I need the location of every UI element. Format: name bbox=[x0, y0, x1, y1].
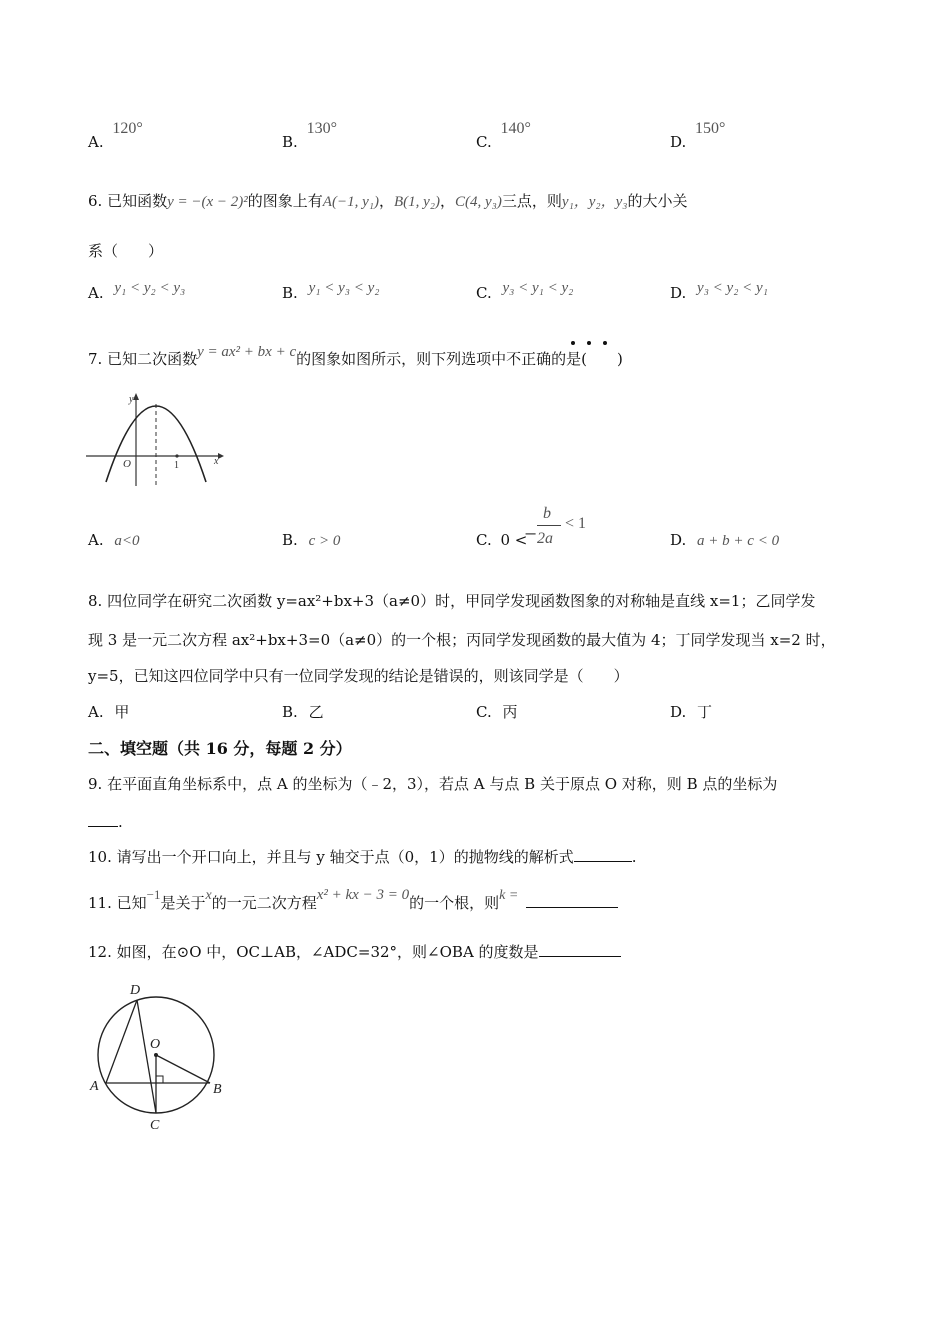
q6-option-d-value: y₃ < y₂ < y₁ bbox=[697, 280, 768, 296]
q6-option-d-letter: D. bbox=[670, 284, 687, 302]
q7-option-d bbox=[670, 531, 779, 550]
q11-text-1: 已知 bbox=[116, 894, 147, 912]
q6-option-a-value: y₁ < y₂ < y₃ bbox=[114, 280, 186, 296]
q11-text-4: 的一个根，则 bbox=[409, 894, 500, 912]
q8-stem-line2: 现 3 是一元二次方程 ax²+bx+3=0（a≠0）的一个根；丙同学发现函数的最大值为 4；丁同学发现当 x=2 时， bbox=[88, 631, 836, 649]
segment-ad bbox=[106, 1000, 137, 1083]
answer-blank[interactable] bbox=[526, 893, 618, 908]
q6-sep-1: ， bbox=[378, 192, 394, 210]
label-o: O bbox=[150, 1037, 161, 1052]
q6-option-d bbox=[670, 280, 768, 303]
q6-option-c-letter: C. bbox=[476, 284, 492, 302]
segment-dc bbox=[137, 1000, 156, 1113]
q8-stem-line1: 8. 四位同学在研究二次函数 y=ax²+bx+3（a≠0）时，甲同学发现函数图象的对称轴是直线 x=1；乙同学发 bbox=[88, 592, 816, 610]
q6-option-b-value: y₁ < y₃ < y₂ bbox=[308, 280, 380, 296]
q7-option-c-letter: C. bbox=[476, 531, 492, 549]
q9-answer-line bbox=[88, 812, 123, 831]
q8-option-a-letter: A. bbox=[88, 703, 104, 721]
right-angle-mark bbox=[156, 1076, 163, 1083]
emphasis-dot bbox=[587, 341, 591, 345]
q5-option-c-value: 140° bbox=[500, 120, 531, 137]
q7-option-a bbox=[88, 531, 140, 550]
q6-option-c-value: y₃ < y₁ < y₂ bbox=[502, 280, 574, 296]
q11-text-2: 是关于 bbox=[160, 894, 206, 912]
q12-text: 12. 如图，在⊙O 中，OC⊥AB，∠ADC=32°，则∠OBA 的度数是 bbox=[88, 943, 539, 961]
label-b: B bbox=[213, 1082, 222, 1097]
answer-blank[interactable] bbox=[88, 812, 118, 827]
q8-option-b-value: 乙 bbox=[308, 703, 324, 721]
origin-label: O bbox=[123, 458, 131, 470]
q6-text-4: 的大小关 bbox=[627, 192, 688, 210]
x-axis-label: x bbox=[214, 456, 219, 467]
q10-end: . bbox=[631, 848, 637, 866]
q7-option-c-numerator: b bbox=[543, 505, 551, 522]
q11-value: −1 bbox=[146, 887, 161, 902]
q7-text-3: 的是( ) bbox=[551, 350, 623, 368]
q8-option-b bbox=[282, 701, 324, 722]
q5-option-c-letter: C. bbox=[476, 133, 492, 151]
label-d: D bbox=[130, 983, 141, 998]
q11-k: k = bbox=[499, 888, 519, 903]
q7-option-c-neg: − bbox=[524, 524, 538, 543]
q7-function: y = ax² + bx + c bbox=[197, 344, 297, 360]
q6-ys: y₁，y₂，y₃ bbox=[561, 194, 628, 210]
tick-label: 1 bbox=[174, 460, 179, 471]
q7-option-d-value: a + b + c < 0 bbox=[697, 533, 780, 549]
q8-option-c-letter: C. bbox=[476, 703, 492, 721]
y-axis-arrow bbox=[133, 393, 139, 400]
y-axis-label: y bbox=[129, 394, 134, 405]
q5-option-a bbox=[88, 120, 143, 152]
q6-option-b bbox=[282, 280, 380, 303]
q7-number: 7. bbox=[88, 350, 103, 368]
q7-stem bbox=[88, 344, 623, 369]
q6-option-b-letter: B. bbox=[282, 284, 298, 302]
q6-text-2: 的图象上有 bbox=[247, 192, 323, 210]
q7-option-b bbox=[282, 531, 340, 550]
q8-option-c-value: 丙 bbox=[502, 703, 518, 721]
q7-text-2: 的图象如图所示，则下列选项中 bbox=[296, 350, 507, 368]
q10-text: 10. 请写出一个开口向上，并且与 y 轴交于点（0，1）的抛物线的解析式 bbox=[88, 848, 574, 866]
q5-option-a-value: 120° bbox=[112, 120, 143, 137]
q11-stem bbox=[88, 887, 618, 913]
q7-option-c-label bbox=[476, 531, 527, 549]
emphasis-dot bbox=[603, 341, 607, 345]
q6-point-b: B(1, y₂) bbox=[393, 194, 440, 210]
q8-stem-line3: y=5，已知这四位同学中只有一位同学发现的结论是错误的，则该同学是（ ） bbox=[88, 667, 629, 685]
fraction-bar bbox=[537, 525, 561, 526]
q8-option-d-value: 丁 bbox=[697, 703, 713, 721]
section-heading: 二、填空题（共 16 分，每题 2 分） bbox=[88, 739, 352, 758]
q6-sep-2: ， bbox=[440, 192, 456, 210]
q6-function: y = −(x − 2)² bbox=[167, 194, 248, 210]
q6-text-1: 已知函数 bbox=[107, 192, 168, 210]
q12-circle-figure bbox=[86, 975, 236, 1135]
q6-point-a: A(−1, y₁) bbox=[322, 194, 379, 210]
q11-variable: x bbox=[205, 888, 212, 903]
q6-option-c bbox=[476, 280, 574, 303]
q6-stem-line2: 系（ ） bbox=[88, 242, 164, 260]
x-axis-arrow bbox=[218, 453, 224, 459]
q11-number: 11. bbox=[88, 894, 112, 912]
q5-option-d-letter: D. bbox=[670, 133, 687, 151]
q7-option-a-value: a<0 bbox=[114, 533, 140, 549]
label-c: C bbox=[150, 1118, 160, 1133]
q7-option-b-value: c > 0 bbox=[308, 533, 341, 549]
q8-option-a-value: 甲 bbox=[114, 703, 130, 721]
q5-option-c bbox=[476, 120, 531, 152]
answer-blank[interactable] bbox=[539, 942, 621, 957]
q5-option-d-value: 150° bbox=[695, 120, 726, 137]
q6-point-c: C(4, y₃) bbox=[455, 194, 502, 210]
tick-mark bbox=[175, 454, 178, 457]
q11-equation: x² + kx − 3 = 0 bbox=[316, 887, 410, 903]
q5-option-d bbox=[670, 120, 726, 152]
q6-option-a-letter: A. bbox=[88, 284, 104, 302]
q8-option-b-letter: B. bbox=[282, 703, 298, 721]
q8-option-c bbox=[476, 701, 518, 722]
q5-option-a-letter: A. bbox=[88, 133, 104, 151]
q8-option-d bbox=[670, 701, 712, 722]
q7-option-c-prefix: 0 < bbox=[500, 531, 528, 549]
q5-option-b-value: 130° bbox=[306, 120, 337, 137]
segment-ob bbox=[156, 1055, 210, 1083]
q8-option-a bbox=[88, 701, 129, 722]
q7-text-1: 已知二次函数 bbox=[107, 350, 198, 368]
q7-option-c-suffix: < 1 bbox=[565, 515, 587, 532]
q7-option-c-denominator: 2a bbox=[537, 530, 553, 547]
q12-stem bbox=[88, 941, 621, 962]
q7-parabola-graph bbox=[86, 390, 226, 490]
q6-text-3: 三点，则 bbox=[501, 192, 562, 210]
center-point bbox=[154, 1053, 158, 1057]
q7-option-a-letter: A. bbox=[88, 531, 104, 549]
q5-option-b bbox=[282, 120, 337, 152]
q9-end: . bbox=[118, 813, 123, 831]
q6-number: 6. bbox=[88, 192, 103, 210]
q7-option-d-letter: D. bbox=[670, 531, 687, 549]
q11-text-3: 的一元二次方程 bbox=[211, 894, 317, 912]
label-a: A bbox=[90, 1079, 99, 1094]
q6-stem bbox=[88, 190, 688, 211]
q9-stem-line1: 9. 在平面直角坐标系中，点 A 的坐标为（﹣2，3），若点 A 与点 B 关于原点 O 对称，则 B 点的坐标为 bbox=[88, 775, 778, 793]
q5-option-b-letter: B. bbox=[282, 133, 298, 151]
emphasis-dot bbox=[571, 341, 575, 345]
q7-option-b-letter: B. bbox=[282, 531, 298, 549]
answer-blank[interactable] bbox=[574, 847, 632, 862]
q6-option-a bbox=[88, 280, 186, 303]
q8-option-d-letter: D. bbox=[670, 703, 687, 721]
q7-emphasis: 不正确 bbox=[506, 350, 552, 368]
q10-stem bbox=[88, 846, 637, 867]
